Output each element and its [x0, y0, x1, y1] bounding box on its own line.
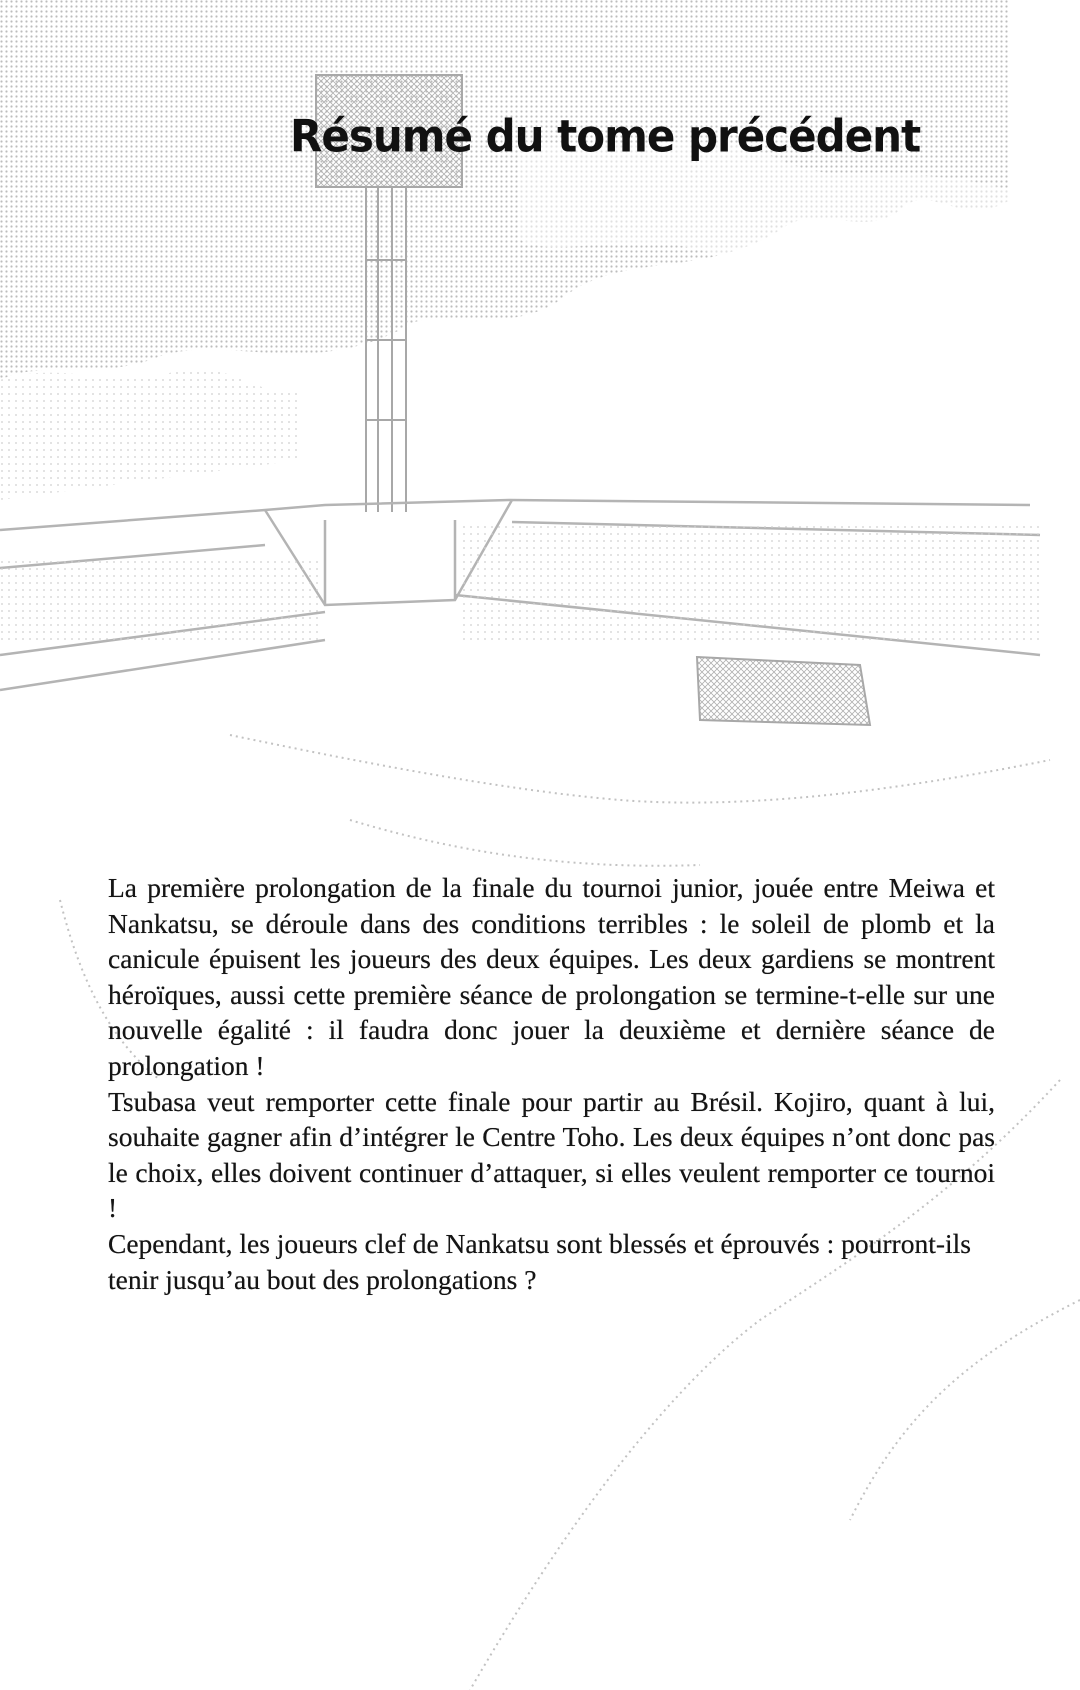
sky-screentone — [0, 0, 1010, 500]
summary-text — [108, 870, 995, 1297]
page-title: Résumé du tome précédent — [290, 110, 921, 163]
summary-paragraph: La première prolongation de la finale du tournoi junior, jouée entre Meiwa et Nankatsu, se déroule dans des conditions terribles : le soleil de plomb et la canicule épuisent les joueurs des deux équipes. Les deux gardiens se montrent héroïques, aussi cette première séance de prolongation se termine-t-elle sur une nouvelle égalité : il faudra donc jouer la deuxième et dernière séance de prolongation ! — [108, 872, 995, 1081]
goal — [697, 657, 870, 725]
stands — [0, 500, 1040, 690]
summary-paragraph: Cependant, les joueurs clef de Nankatsu sont blessés et éprouvés : pourront-ils tenir jusqu’au bout des prolongations ? — [108, 1227, 971, 1295]
summary-paragraph: Tsubasa veut remporter cette finale pour partir au Brésil. Kojiro, quant à lui, souhaite gagner afin d’intégrer le Centre Toho. Les deux équipes n’ont donc pas le choix, elles doivent continuer d’attaquer, si elles veulent remporter ce tournoi ! — [108, 1085, 995, 1224]
